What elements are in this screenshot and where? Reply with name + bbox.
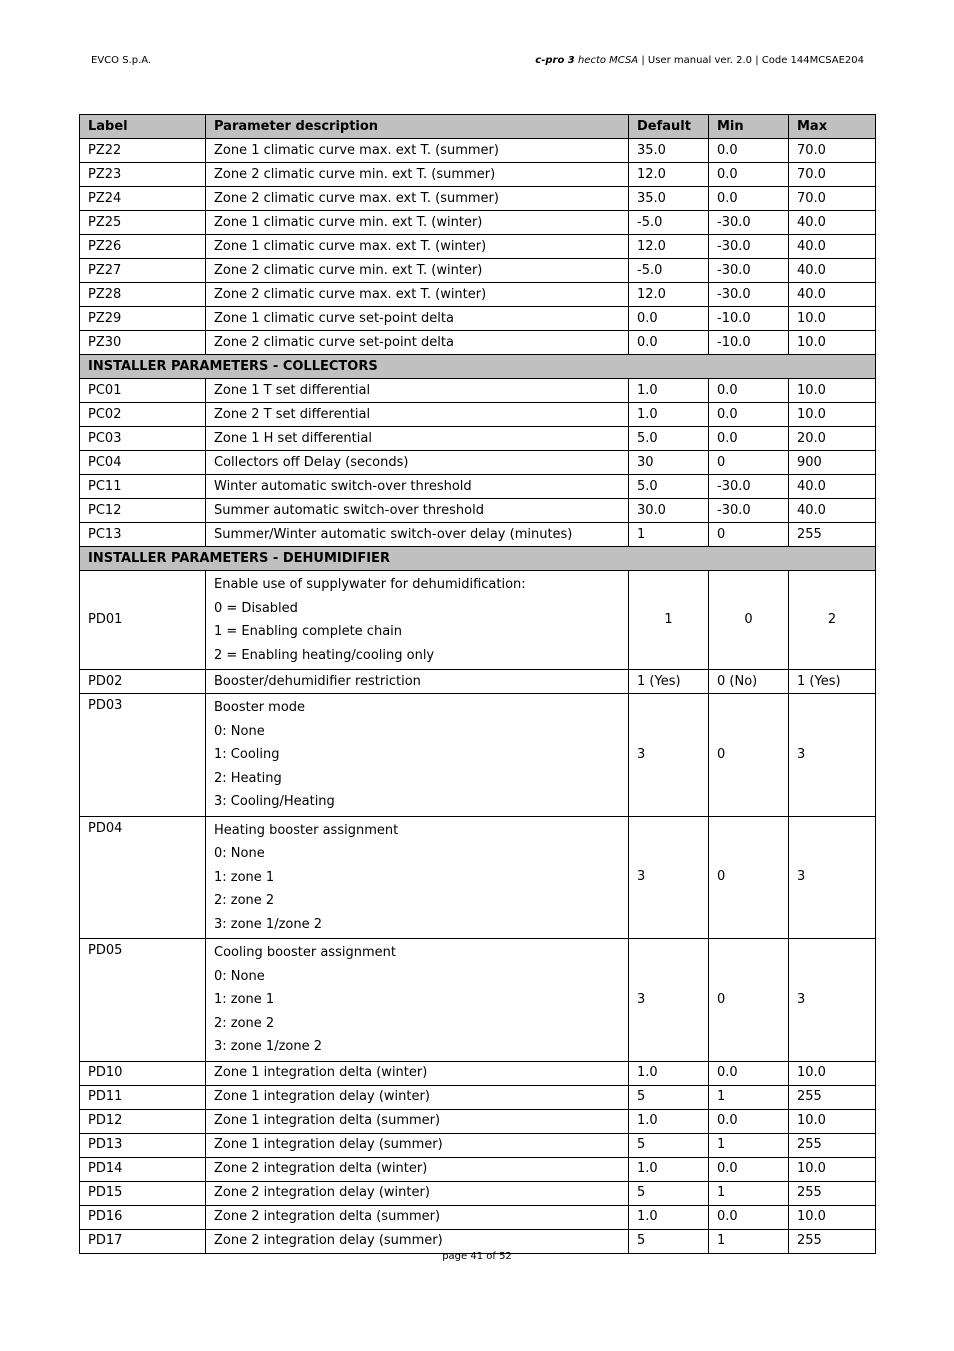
cell-default: 1 <box>629 571 709 670</box>
cell-label: PD13 <box>80 1133 206 1157</box>
table-row <box>80 499 876 523</box>
cell-description: Zone 1 H set differential <box>206 427 629 451</box>
cell-max: 10.0 <box>789 307 876 331</box>
table-row <box>80 1061 876 1085</box>
cell-default: 1.0 <box>629 379 709 403</box>
cell-max: 255 <box>789 1133 876 1157</box>
cell-default: 3 <box>629 939 709 1062</box>
cell-description: Zone 1 T set differential <box>206 379 629 403</box>
cell-description: Summer/Winter automatic switch-over delay (minutes) <box>206 523 629 547</box>
cell-min: 0 <box>709 571 789 670</box>
cell-max: 255 <box>789 1085 876 1109</box>
cell-max: 40.0 <box>789 475 876 499</box>
cell-label: PC01 <box>80 379 206 403</box>
header-product-bold: c-pro 3 <box>535 55 575 66</box>
cell-max: 255 <box>789 1229 876 1253</box>
section-title: INSTALLER PARAMETERS - DEHUMIDIFIER <box>80 547 876 571</box>
cell-label: PC12 <box>80 499 206 523</box>
desc-line: 1 = Enabling complete chain <box>214 624 403 639</box>
cell-default: 5 <box>629 1229 709 1253</box>
col-header-max: Max <box>789 115 876 139</box>
table-row <box>80 1133 876 1157</box>
cell-min: 0.0 <box>709 403 789 427</box>
cell-label: PD11 <box>80 1085 206 1109</box>
table-row <box>80 1205 876 1229</box>
cell-max: 40.0 <box>789 283 876 307</box>
desc-line: 2: zone 2 <box>214 893 275 908</box>
cell-min: 1 <box>709 1085 789 1109</box>
cell-label: PC03 <box>80 427 206 451</box>
cell-label: PD15 <box>80 1181 206 1205</box>
desc-line: Heating booster assignment <box>214 822 399 838</box>
cell-description: Zone 2 climatic curve set-point delta <box>206 331 629 355</box>
section-title: INSTALLER PARAMETERS - COLLECTORS <box>80 355 876 379</box>
cell-default: 5.0 <box>629 427 709 451</box>
cell-default: 0.0 <box>629 331 709 355</box>
table-row <box>80 139 876 163</box>
cell-label: PD01 <box>80 571 206 670</box>
table-row <box>80 379 876 403</box>
desc-line: Cooling booster assignment <box>214 945 396 960</box>
cell-min: -30.0 <box>709 211 789 235</box>
desc-line: 2: zone 2 <box>214 1015 275 1031</box>
section-header-dehumidifier <box>80 547 876 571</box>
cell-max: 2 <box>789 571 876 670</box>
cell-label: PZ26 <box>80 235 206 259</box>
table-row <box>80 211 876 235</box>
table-row <box>80 331 876 355</box>
desc-line: 0: None <box>214 968 265 984</box>
cell-min: -30.0 <box>709 235 789 259</box>
cell-default: 35.0 <box>629 139 709 163</box>
cell-default: 1.0 <box>629 1157 709 1181</box>
cell-min: 0.0 <box>709 1061 789 1085</box>
cell-description: Winter automatic switch-over threshold <box>206 475 629 499</box>
cell-min: -30.0 <box>709 259 789 283</box>
cell-max: 10.0 <box>789 1157 876 1181</box>
header-manual-info <box>535 55 864 66</box>
parameter-table <box>79 114 876 1254</box>
cell-default: 1 (Yes) <box>629 670 709 694</box>
cell-default: 12.0 <box>629 283 709 307</box>
cell-max: 10.0 <box>789 403 876 427</box>
cell-default: 3 <box>629 694 709 817</box>
cell-description: Zone 2 climatic curve max. ext T. (winter) <box>206 283 629 307</box>
cell-max: 40.0 <box>789 499 876 523</box>
cell-max: 10.0 <box>789 379 876 403</box>
cell-default: 1.0 <box>629 1205 709 1229</box>
cell-max: 900 <box>789 451 876 475</box>
cell-min: 1 <box>709 1133 789 1157</box>
header-company: EVCO S.p.A. <box>91 55 152 66</box>
cell-max: 10.0 <box>789 1061 876 1085</box>
cell-label: PZ28 <box>80 283 206 307</box>
cell-description: Zone 2 integration delay (winter) <box>206 1181 629 1205</box>
desc-line: 2 = Enabling heating/cooling only <box>214 647 435 663</box>
cell-label: PD17 <box>80 1229 206 1253</box>
cell-label: PZ23 <box>80 163 206 187</box>
cell-description: Zone 2 climatic curve min. ext T. (winter) <box>206 259 629 283</box>
cell-min: 0.0 <box>709 1109 789 1133</box>
cell-max: 10.0 <box>789 1205 876 1229</box>
cell-max: 3 <box>789 694 876 817</box>
cell-min: -30.0 <box>709 283 789 307</box>
cell-default: 12.0 <box>629 163 709 187</box>
table-row <box>80 1181 876 1205</box>
desc-line: 1: zone 1 <box>214 869 275 885</box>
desc-line: Booster mode <box>214 700 306 715</box>
cell-max: 20.0 <box>789 427 876 451</box>
desc-line: 1: zone 1 <box>214 992 275 1007</box>
col-header-description: Parameter description <box>206 115 629 139</box>
table-row-pd03 <box>80 694 876 817</box>
table-row <box>80 475 876 499</box>
cell-min: 0.0 <box>709 1157 789 1181</box>
cell-description: Zone 1 climatic curve max. ext T. (winter) <box>206 235 629 259</box>
section-header-collectors <box>80 355 876 379</box>
cell-min: 0.0 <box>709 163 789 187</box>
cell-description: Zone 1 climatic curve max. ext T. (summer) <box>206 139 629 163</box>
cell-default: 12.0 <box>629 235 709 259</box>
table-row <box>80 283 876 307</box>
cell-default: 5 <box>629 1133 709 1157</box>
header-manual-text: | User manual ver. 2.0 | Code 144MCSAE204 <box>641 55 864 66</box>
cell-description: Zone 1 climatic curve min. ext T. (winter) <box>206 211 629 235</box>
cell-default: 1.0 <box>629 1109 709 1133</box>
cell-description <box>206 571 629 670</box>
cell-label: PZ27 <box>80 259 206 283</box>
cell-default: 3 <box>629 816 709 939</box>
cell-label: PZ30 <box>80 331 206 355</box>
col-header-default: Default <box>629 115 709 139</box>
cell-label: PC13 <box>80 523 206 547</box>
cell-description <box>206 694 629 817</box>
cell-default: 30 <box>629 451 709 475</box>
cell-description: Zone 2 integration delta (summer) <box>206 1205 629 1229</box>
cell-max: 70.0 <box>789 187 876 211</box>
cell-default: 5.0 <box>629 475 709 499</box>
cell-label: PD14 <box>80 1157 206 1181</box>
cell-description <box>206 816 629 939</box>
cell-max: 40.0 <box>789 235 876 259</box>
cell-default: 30.0 <box>629 499 709 523</box>
cell-default: 1.0 <box>629 403 709 427</box>
cell-description: Zone 1 integration delay (winter) <box>206 1085 629 1109</box>
cell-description: Booster/dehumidifier restriction <box>206 670 629 694</box>
table-row <box>80 1157 876 1181</box>
cell-default: 5 <box>629 1085 709 1109</box>
cell-description: Zone 2 integration delta (winter) <box>206 1157 629 1181</box>
table-row <box>80 451 876 475</box>
cell-default: 1 <box>629 523 709 547</box>
cell-max: 70.0 <box>789 139 876 163</box>
cell-min: 0.0 <box>709 1205 789 1229</box>
col-header-min: Min <box>709 115 789 139</box>
desc-line: 3: zone 1/zone 2 <box>214 1039 322 1054</box>
cell-min: -30.0 <box>709 475 789 499</box>
table-row <box>80 523 876 547</box>
cell-default: 1.0 <box>629 1061 709 1085</box>
cell-min: 0.0 <box>709 187 789 211</box>
cell-description: Zone 2 climatic curve max. ext T. (summer) <box>206 187 629 211</box>
desc-line: 0: None <box>214 846 265 861</box>
table-row-pd04 <box>80 816 876 939</box>
cell-label: PC04 <box>80 451 206 475</box>
desc-line: 0 = Disabled <box>214 600 298 616</box>
cell-max: 255 <box>789 1181 876 1205</box>
cell-label: PD04 <box>80 816 206 939</box>
cell-max: 1 (Yes) <box>789 670 876 694</box>
table-header-row <box>80 115 876 139</box>
cell-min: 0 <box>709 694 789 817</box>
cell-label: PD03 <box>80 694 206 817</box>
col-header-label: Label <box>80 115 206 139</box>
cell-min: 1 <box>709 1181 789 1205</box>
cell-description: Zone 1 integration delay (summer) <box>206 1133 629 1157</box>
cell-default: 5 <box>629 1181 709 1205</box>
cell-description: Zone 2 integration delay (summer) <box>206 1229 629 1253</box>
cell-max: 70.0 <box>789 163 876 187</box>
cell-min: 0 <box>709 939 789 1062</box>
table-row <box>80 187 876 211</box>
cell-min: 0.0 <box>709 427 789 451</box>
cell-max: 255 <box>789 523 876 547</box>
cell-description: Summer automatic switch-over threshold <box>206 499 629 523</box>
cell-max: 10.0 <box>789 1109 876 1133</box>
table-row <box>80 403 876 427</box>
table-row <box>80 1109 876 1133</box>
cell-default: 35.0 <box>629 187 709 211</box>
desc-line: 2: Heating <box>214 770 282 786</box>
cell-label: PD02 <box>80 670 206 694</box>
cell-max: 3 <box>789 816 876 939</box>
cell-min: 0.0 <box>709 139 789 163</box>
cell-min: 0.0 <box>709 379 789 403</box>
cell-default: -5.0 <box>629 211 709 235</box>
table-row <box>80 235 876 259</box>
cell-label: PZ29 <box>80 307 206 331</box>
cell-min: 0 (No) <box>709 670 789 694</box>
cell-label: PZ25 <box>80 211 206 235</box>
cell-label: PD16 <box>80 1205 206 1229</box>
desc-line: 1: Cooling <box>214 747 280 762</box>
cell-description: Zone 1 climatic curve set-point delta <box>206 307 629 331</box>
cell-min: -10.0 <box>709 307 789 331</box>
cell-default: -5.0 <box>629 259 709 283</box>
page-number: page 41 of 52 <box>442 1251 512 1262</box>
cell-label: PD12 <box>80 1109 206 1133</box>
cell-label: PC11 <box>80 475 206 499</box>
cell-min: 0 <box>709 523 789 547</box>
cell-min: -30.0 <box>709 499 789 523</box>
desc-line: Enable use of supplywater for dehumidification: <box>214 577 526 592</box>
cell-label: PZ22 <box>80 139 206 163</box>
cell-max: 3 <box>789 939 876 1062</box>
table-row <box>80 163 876 187</box>
cell-description: Zone 2 climatic curve min. ext T. (summer) <box>206 163 629 187</box>
cell-description: Zone 2 T set differential <box>206 403 629 427</box>
table-row-pd01 <box>80 571 876 670</box>
table-row <box>80 427 876 451</box>
table-row <box>80 1085 876 1109</box>
cell-max: 40.0 <box>789 259 876 283</box>
header-product-italic: hecto MCSA <box>577 55 639 66</box>
cell-label: PD10 <box>80 1061 206 1085</box>
cell-default: 0.0 <box>629 307 709 331</box>
cell-label: PD05 <box>80 939 206 1062</box>
cell-min: -10.0 <box>709 331 789 355</box>
cell-description: Zone 1 integration delta (winter) <box>206 1061 629 1085</box>
cell-description <box>206 939 629 1062</box>
cell-max: 40.0 <box>789 211 876 235</box>
desc-line: 3: Cooling/Heating <box>214 794 335 809</box>
cell-min: 0 <box>709 816 789 939</box>
cell-max: 10.0 <box>789 331 876 355</box>
table-row <box>80 1229 876 1253</box>
cell-min: 1 <box>709 1229 789 1253</box>
desc-line: 3: zone 1/zone 2 <box>214 916 322 932</box>
table-row-pd05 <box>80 939 876 1062</box>
table-row <box>80 259 876 283</box>
table-row <box>80 307 876 331</box>
cell-label: PC02 <box>80 403 206 427</box>
table-row-pd02 <box>80 670 876 694</box>
cell-min: 0 <box>709 451 789 475</box>
cell-description: Zone 1 integration delta (summer) <box>206 1109 629 1133</box>
desc-line: 0: None <box>214 723 265 739</box>
cell-label: PZ24 <box>80 187 206 211</box>
cell-description: Collectors off Delay (seconds) <box>206 451 629 475</box>
